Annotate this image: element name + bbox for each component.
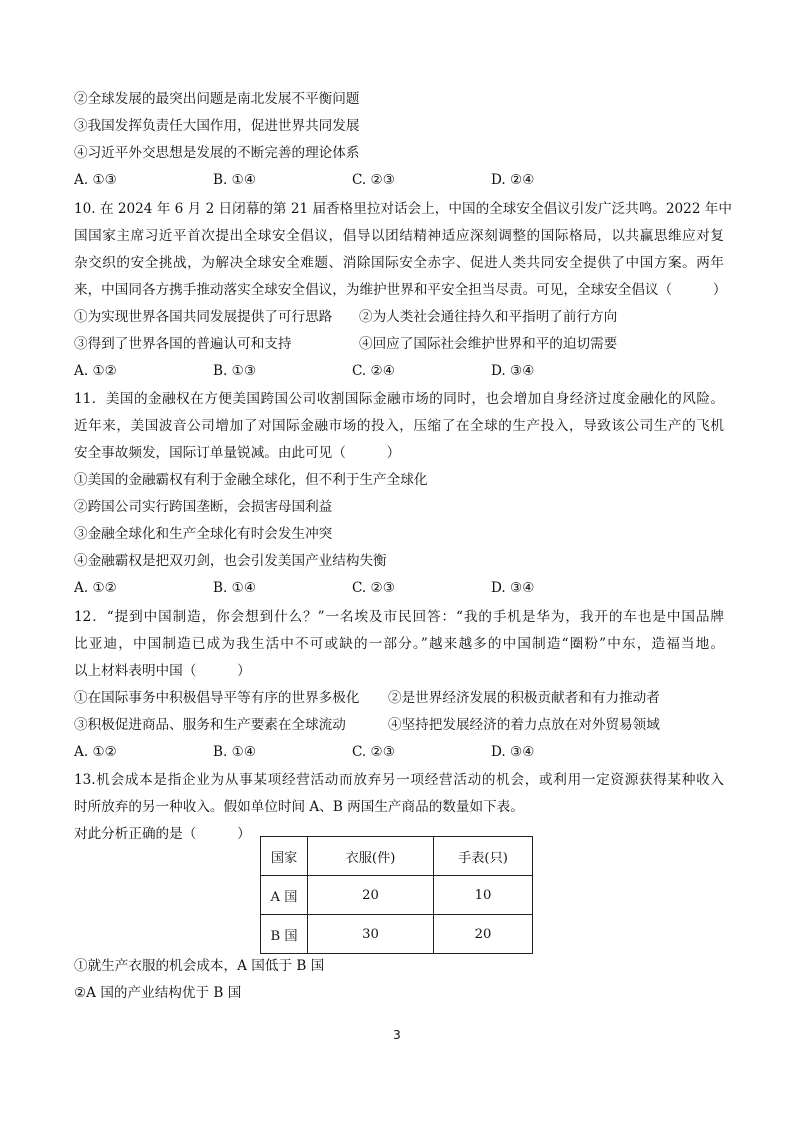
q12-stem-line-2: 比亚迪，中国制造已成为我生活中不可或缺的一部分。”越来越多的中国制造“圈粉”中东，造福当地。: [74, 636, 724, 652]
table-cell: 20: [308, 876, 434, 915]
option-c[interactable]: C. ②③: [352, 580, 395, 596]
q11-item-1: ①美国的金融霸权有利于金融全球化，但不利于生产全球化: [74, 472, 428, 488]
option-b[interactable]: B. ①④: [213, 580, 257, 596]
option-a[interactable]: A. ①③: [74, 172, 117, 188]
q13-stem-line-3: 对此分析正确的是（ ）: [74, 826, 251, 842]
q10-stem-line-2: 国国家主席习近平首次提出全球安全倡议，倡导以团结精神适应深刻调整的国际格局，以共赢思维应对复: [74, 228, 724, 244]
table-header-cell: 衣服(件): [308, 837, 434, 876]
q10-stem-line-3: 杂交织的安全挑战，为解决全球安全难题、消除国际安全赤字、促进人类共同安全提供了中国方案。两年: [74, 255, 724, 271]
option-d[interactable]: D. ③④: [491, 363, 535, 379]
q11-stem-line-2: 近年来，美国波音公司增加了对国际金融市场的投入，压缩了在全球的生产投入，导致该公司生产的飞机: [74, 418, 724, 434]
option-a[interactable]: A. ①②: [74, 744, 117, 760]
table-row: [261, 876, 533, 915]
table-cell: A 国: [261, 876, 308, 915]
q13-stem-line-2: 时所放弃的另一种收入。假如单位时间 A、B 两国生产商品的数量如下表。: [74, 799, 524, 815]
q13-item-1: ①就生产衣服的机会成本，A 国低于 B 国: [74, 958, 325, 974]
q11-item-3: ③金融全球化和生产全球化有时会发生冲突: [74, 526, 333, 542]
q12-options: [74, 743, 724, 761]
table-cell: 10: [434, 876, 533, 915]
q11-item-4: ④金融霸权是把双刃剑，也会引发美国产业结构失衡: [74, 553, 387, 569]
table-header-cell: 手表(只): [434, 837, 533, 876]
table-cell: B 国: [261, 915, 308, 954]
q10-item-3: ③得到了世界各国的普遍认可和支持: [74, 336, 292, 352]
q13-item-2: ②A 国的产业结构优于 B 国: [74, 985, 242, 1001]
q11-stem-line-3: 安全事故频发，国际订单量锐减。由此可见（ ）: [74, 445, 401, 461]
q11-item-2: ②跨国公司实行跨国垄断，会损害母国利益: [74, 499, 333, 515]
option-b[interactable]: B. ①④: [213, 744, 257, 760]
q11-stem-line-1: 11．美国的金融权在方便美国跨国公司收割国际金融市场的同时，也会增加自身经济过度金融化的风险。: [74, 391, 724, 407]
table-row: [261, 915, 533, 954]
production-table: [260, 836, 533, 954]
q12-item-1: ①在国际事务中积极倡导平等有序的世界多极化: [74, 690, 360, 706]
q12-item-2: ②是世界经济发展的积极贡献者和有力推动者: [388, 690, 660, 706]
page-number: 3: [393, 1028, 401, 1042]
option-b[interactable]: B. ①④: [213, 172, 257, 188]
q9-item-3: ③我国发挥负责任大国作用，促进世界共同发展: [74, 118, 360, 134]
q10-options: [74, 362, 724, 380]
q13-stem-line-1: 13.机会成本是指企业为从事某项经营活动而放弃另一项经营活动的机会，或利用一定资源获得某种收入: [74, 772, 724, 788]
q10-stem-line-4: 来，中国同各方携手推动落实全球安全倡议，为维护世界和平安全担当尽责。可见，全球安全倡议（ ）: [74, 282, 727, 298]
option-d[interactable]: D. ②④: [491, 172, 535, 188]
q12-stem-line-3: 以上材料表明中国（ ）: [74, 663, 251, 679]
table-header-row: [261, 837, 533, 876]
q12-items-row-1: [74, 689, 724, 707]
q12-item-3: ③积极促进商品、服务和生产要素在全球流动: [74, 717, 346, 733]
q11-options: [74, 579, 724, 597]
option-b[interactable]: B. ①③: [213, 363, 257, 379]
q12-items-row-2: [74, 716, 724, 734]
option-c[interactable]: C. ②③: [352, 744, 395, 760]
option-c[interactable]: C. ②④: [352, 363, 395, 379]
q9-item-2: ②全球发展的最突出问题是南北发展不平衡问题: [74, 91, 360, 107]
q9-options: [74, 171, 724, 189]
q10-items-row-2: [74, 335, 724, 353]
option-a[interactable]: A. ①②: [74, 363, 117, 379]
q12-stem-line-1: 12．“提到中国制造，你会想到什么？”一名埃及市民回答：“我的手机是华为，我开的车也是中国品牌: [74, 609, 724, 625]
q10-item-1: ①为实现世界各国共同发展提供了可行思路: [74, 309, 333, 325]
table-cell: 20: [434, 915, 533, 954]
table-header-cell: 国家: [261, 837, 308, 876]
q10-items-row-1: [74, 308, 724, 326]
q10-item-2: ②为人类社会通往持久和平指明了前行方向: [359, 309, 618, 325]
q10-stem-line-1: 10. 在 2024 年 6 月 2 日闭幕的第 21 届香格里拉对话会上，中国的全球安全倡议引发广泛共鸣。2022 年中: [74, 201, 732, 217]
option-a[interactable]: A. ①②: [74, 580, 117, 596]
option-d[interactable]: D. ③④: [491, 580, 535, 596]
option-d[interactable]: D. ③④: [491, 744, 535, 760]
q10-item-4: ④回应了国际社会维护世界和平的迫切需要: [359, 336, 618, 352]
q12-item-4: ④坚持把发展经济的着力点放在对外贸易领域: [388, 717, 660, 733]
option-c[interactable]: C. ②③: [352, 172, 395, 188]
q9-item-4: ④习近平外交思想是发展的不断完善的理论体系: [74, 145, 360, 161]
table-cell: 30: [308, 915, 434, 954]
